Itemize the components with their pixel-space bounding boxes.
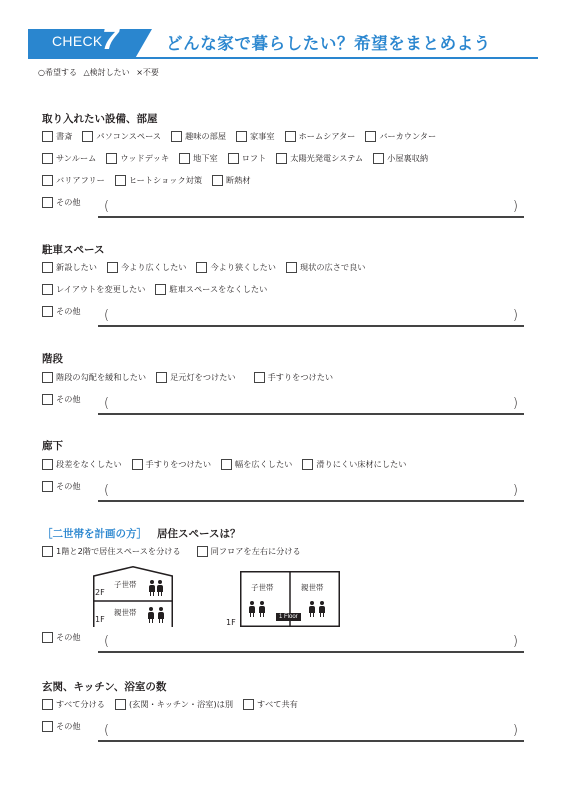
checkbox[interactable] — [42, 306, 53, 317]
option-label: バーカウンター — [379, 131, 437, 141]
equipment-other — [42, 197, 524, 221]
section-accent: ［二世帯を計画の方］ — [42, 528, 147, 540]
checkbox[interactable] — [42, 372, 53, 383]
checkbox[interactable] — [156, 372, 167, 383]
paren-close: ) — [512, 199, 518, 214]
left-unit-label: 子世帯 — [251, 583, 274, 592]
option-label: 足元灯をつけたい — [170, 372, 236, 382]
checkbox[interactable] — [42, 175, 53, 186]
option-label: パソコンスペース — [96, 131, 162, 141]
option-label: バリアフリー — [56, 175, 105, 185]
section-title-parking: 駐車スペース — [42, 244, 105, 256]
option-label: 今より狭くしたい — [210, 262, 276, 272]
option-label: 地下室 — [193, 153, 218, 163]
hallway-other — [42, 481, 524, 505]
option-current-size[interactable] — [286, 262, 366, 273]
option-solar-power[interactable] — [276, 153, 363, 164]
option-label: 幅を広くしたい — [235, 459, 293, 469]
paren-close: ) — [512, 483, 518, 498]
paren-open: ( — [104, 199, 110, 214]
option-label: 趣味の部屋 — [185, 131, 227, 141]
other-write-in-line[interactable] — [98, 740, 524, 742]
lower-floor-label: 親世帯 — [114, 608, 137, 617]
option-other[interactable] — [42, 721, 81, 732]
paren-open: ( — [104, 396, 110, 411]
option-label: 手すりをつけたい — [145, 459, 212, 469]
checkbox[interactable] — [42, 284, 53, 295]
option-label: (玄関・キッチン・浴室)は別 — [128, 699, 234, 709]
option-handrail[interactable] — [254, 372, 334, 383]
checkbox[interactable] — [115, 175, 126, 186]
option-label: 家事室 — [250, 131, 275, 141]
option-label: 今より広くしたい — [120, 262, 187, 272]
right-unit-label: 親世帯 — [301, 583, 324, 592]
two-gen-row-1 — [42, 546, 311, 557]
upper-floor-label: 子世帯 — [114, 580, 137, 589]
checkbox[interactable] — [42, 481, 53, 492]
option-label: その他 — [56, 306, 81, 316]
section-title-hallway: 廊下 — [42, 440, 63, 452]
option-label: 階段の勾配を緩和したい — [56, 372, 147, 382]
paren-open: ( — [104, 483, 110, 498]
other-write-in-line[interactable] — [98, 651, 524, 653]
person-icon — [149, 580, 155, 596]
paren-open: ( — [104, 308, 110, 323]
checkbox[interactable] — [373, 153, 384, 164]
option-label: すべて分ける — [56, 699, 105, 709]
checkbox[interactable] — [236, 131, 247, 142]
option-handrail[interactable] — [132, 459, 212, 470]
section-title-stairs: 階段 — [42, 353, 63, 365]
equipment-row-1 — [42, 131, 446, 142]
option-label: 手すりをつけたい — [267, 372, 334, 382]
paren-close: ) — [512, 308, 518, 323]
option-label: 新設したい — [56, 262, 97, 272]
option-label: 同フロアを左右に分ける — [210, 546, 301, 556]
option-partly-separate[interactable] — [115, 699, 233, 710]
header-banner — [28, 23, 538, 62]
checkbox[interactable] — [42, 699, 53, 710]
person-icon — [148, 607, 154, 623]
check-number: 7 — [102, 23, 119, 56]
option-label: 現状の広さで良い — [299, 262, 366, 272]
checkbox[interactable] — [228, 153, 239, 164]
stairs-row-1 — [42, 372, 343, 383]
checkbox[interactable] — [302, 459, 313, 470]
checkbox[interactable] — [107, 262, 118, 273]
option-utility-room[interactable] — [236, 131, 275, 142]
option-other[interactable] — [42, 481, 81, 492]
checkbox[interactable] — [42, 721, 53, 732]
checkbox[interactable] — [254, 372, 265, 383]
option-label: その他 — [56, 394, 81, 404]
option-label: その他 — [56, 197, 81, 207]
checkbox[interactable] — [212, 175, 223, 186]
checkbox[interactable] — [42, 262, 53, 273]
checkbox[interactable] — [82, 131, 93, 142]
rooms-other — [42, 721, 524, 745]
option-split-left-right[interactable] — [197, 546, 301, 557]
checkbox[interactable] — [106, 153, 117, 164]
option-non-slip-floor[interactable] — [302, 459, 406, 470]
checkbox[interactable] — [42, 131, 53, 142]
checkbox[interactable] — [276, 153, 287, 164]
option-new-parking[interactable] — [42, 262, 97, 273]
option-label: 段差をなくしたい — [56, 459, 122, 469]
option-label: 断熱材 — [226, 175, 251, 185]
option-sunroom[interactable] — [42, 153, 96, 164]
checkbox[interactable] — [179, 153, 190, 164]
floor-label-1f: 1F — [95, 615, 105, 624]
checkbox[interactable] — [243, 699, 254, 710]
checkbox[interactable] — [42, 632, 53, 643]
parking-other — [42, 306, 524, 330]
checkbox[interactable] — [221, 459, 232, 470]
option-label: ロフト — [241, 153, 267, 163]
option-split-floors[interactable] — [42, 546, 181, 557]
two-floor-house-diagram — [93, 566, 173, 628]
check-label: CHECK — [52, 33, 103, 49]
floor-label-2f: 2F — [95, 588, 105, 597]
hallway-row-1 — [42, 459, 416, 470]
parking-row-1 — [42, 262, 376, 273]
option-remove-steps[interactable] — [42, 459, 122, 470]
stairs-other — [42, 394, 524, 418]
option-label: その他 — [56, 481, 81, 491]
checkbox[interactable] — [285, 131, 296, 142]
option-label: すべて共有 — [257, 699, 298, 709]
paren-close: ) — [512, 634, 518, 649]
header-rule — [28, 57, 538, 59]
checkbox[interactable] — [196, 262, 207, 273]
option-label: ウッドデッキ — [120, 153, 170, 163]
paren-close: ) — [512, 396, 518, 411]
option-all-shared[interactable] — [243, 699, 298, 710]
option-label: その他 — [56, 721, 81, 731]
option-study[interactable] — [42, 131, 72, 142]
checkbox[interactable] — [365, 131, 376, 142]
checkbox[interactable] — [132, 459, 143, 470]
option-label: ヒートショック対策 — [128, 175, 203, 185]
option-label: 滑りにくい床材にしたい — [316, 459, 407, 469]
option-heat-shock[interactable] — [115, 175, 202, 186]
paren-open: ( — [104, 634, 110, 649]
option-bar-counter[interactable] — [365, 131, 436, 142]
other-write-in-line[interactable] — [98, 413, 524, 415]
option-label: 1階と2階で居住スペースを分ける — [56, 546, 181, 556]
other-write-in-line[interactable] — [98, 325, 524, 327]
option-widen[interactable] — [221, 459, 292, 470]
equipment-row-3 — [42, 175, 261, 186]
checkbox[interactable] — [171, 131, 182, 142]
option-label: 小屋裏収納 — [387, 153, 429, 163]
other-write-in-line[interactable] — [98, 216, 524, 218]
option-foot-light[interactable] — [156, 372, 236, 383]
checkbox[interactable] — [42, 153, 53, 164]
option-remove-parking[interactable] — [155, 284, 267, 295]
option-other[interactable] — [42, 632, 81, 643]
option-narrower[interactable] — [196, 262, 276, 273]
option-loft[interactable] — [228, 153, 267, 164]
legend: ○希望する △検討したい ×不要 — [38, 68, 159, 77]
option-label: 太陽光発電システム — [290, 153, 364, 163]
person-icon — [249, 601, 255, 617]
checkbox[interactable] — [42, 459, 53, 470]
option-change-layout[interactable] — [42, 284, 145, 295]
option-home-theater[interactable] — [285, 131, 356, 142]
person-icon — [158, 607, 164, 623]
checkbox[interactable] — [197, 546, 208, 557]
checkbox[interactable] — [42, 546, 53, 557]
option-pc-space[interactable] — [82, 131, 161, 142]
side-by-side-house-diagram — [240, 571, 340, 627]
option-insulation[interactable] — [212, 175, 251, 186]
two-gen-other — [42, 632, 524, 656]
option-label: 書斎 — [56, 131, 73, 141]
section-title-text: 居住スペースは？ — [157, 528, 241, 540]
option-label: ホームシアター — [298, 131, 356, 141]
paren-close: ) — [512, 723, 518, 738]
other-write-in-line[interactable] — [98, 500, 524, 502]
option-label: 駐車スペースをなくしたい — [169, 284, 268, 294]
person-icon — [259, 601, 265, 617]
parking-row-2 — [42, 284, 277, 295]
page-title: どんな家で暮らしたい？希望をまとめよう — [166, 34, 491, 53]
checkbox[interactable] — [155, 284, 166, 295]
checkbox[interactable] — [115, 699, 126, 710]
option-hobby-room[interactable] — [171, 131, 226, 142]
checkbox[interactable] — [286, 262, 297, 273]
option-ease-slope[interactable] — [42, 372, 146, 383]
option-all-separate[interactable] — [42, 699, 105, 710]
option-label: レイアウトを変更したい — [56, 284, 146, 294]
option-label: その他 — [56, 632, 81, 642]
option-other[interactable] — [42, 394, 81, 405]
rooms-row-1 — [42, 699, 308, 710]
option-other[interactable] — [42, 197, 81, 208]
section-title-equipment: 取り入れたい設備、部屋 — [42, 113, 158, 125]
checkbox[interactable] — [42, 394, 53, 405]
floor-tag: 1 Floor — [276, 613, 301, 621]
person-icon — [309, 601, 315, 617]
option-basement[interactable] — [179, 153, 218, 164]
person-icon — [319, 601, 325, 617]
checkbox[interactable] — [42, 197, 53, 208]
option-wood-deck[interactable] — [106, 153, 169, 164]
section-title-rooms: 玄関、キッチン、浴室の数 — [42, 681, 167, 693]
person-icon — [157, 580, 163, 596]
option-attic-storage[interactable] — [373, 153, 428, 164]
option-barrier-free[interactable] — [42, 175, 105, 186]
paren-open: ( — [104, 723, 110, 738]
section-title-two-generation — [42, 526, 240, 541]
option-other[interactable] — [42, 306, 81, 317]
floor-label-1f: 1F — [226, 618, 236, 627]
option-label: サンルーム — [56, 153, 97, 163]
option-wider[interactable] — [107, 262, 187, 273]
equipment-row-2 — [42, 153, 438, 164]
